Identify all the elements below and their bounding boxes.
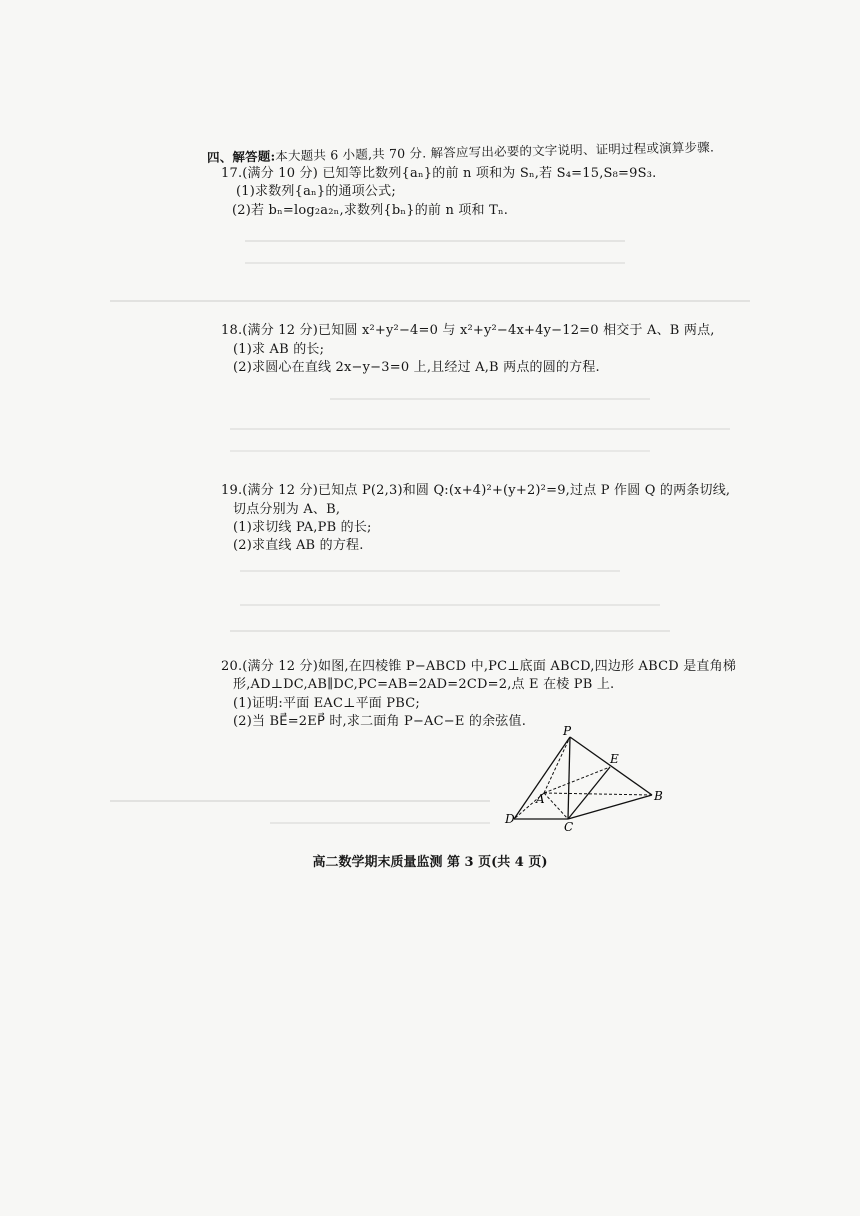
edge-AP	[544, 737, 570, 793]
problem-19-stem-continued: 切点分别为 A、B,	[233, 502, 341, 517]
pyramid-figure	[500, 725, 680, 840]
edge-PC	[568, 737, 570, 819]
problem-19-part-1: (1)求切线 PA,PB 的长;	[233, 520, 372, 535]
section-heading-text: 本大题共 6 小题,共 70 分. 解答应写出必要的文字说明、证明过程或演算步骤.	[275, 139, 715, 164]
edge-PD	[514, 737, 570, 819]
edge-PB	[570, 737, 652, 795]
problem-17-part-1: (1)求数列{aₙ}的通项公式;	[236, 184, 396, 199]
vertex-label-A: A	[536, 792, 545, 806]
vertex-label-D: D	[505, 812, 515, 826]
vertex-label-B: B	[654, 789, 663, 803]
problem-18-part-2: (2)求圆心在直线 2x−y−3=0 上,且经过 A,B 两点的圆的方程.	[233, 360, 600, 375]
vertex-label-C: C	[564, 820, 574, 834]
problem-19-stem: 19.(满分 12 分)已知点 P(2,3)和圆 Q:(x+4)²+(y+2)²=9,过点 P 作圆 Q 的两条切线,	[221, 483, 731, 498]
problem-19-part-2: (2)求直线 AB 的方程.	[233, 538, 364, 553]
edge-CE	[568, 767, 610, 819]
section-heading-lead: 四、解答题:	[206, 148, 276, 165]
problem-17-stem: 17.(满分 10 分) 已知等比数列{aₙ}的前 n 项和为 Sₙ,若 S₄=15,S₈=9S₃.	[221, 166, 657, 181]
problem-18-part-1: (1)求 AB 的长;	[233, 342, 325, 357]
edge-CB	[568, 795, 652, 819]
problem-20-part-2: (2)当 BE⃗=2EP⃗ 时,求二面角 P−AC−E 的余弦值.	[233, 714, 527, 729]
problem-20-part-1: (1)证明:平面 EAC⊥平面 PBC;	[233, 696, 420, 711]
edge-AC	[544, 793, 568, 819]
problem-18-stem: 18.(满分 12 分)已知圆 x²+y²−4=0 与 x²+y²−4x+4y−12=0 相交于 A、B 两点,	[221, 323, 715, 338]
edge-AB	[544, 793, 652, 795]
problem-20-stem: 20.(满分 12 分)如图,在四棱锥 P−ABCD 中,PC⊥底面 ABCD,四边形 ABCD 是直角梯	[221, 659, 737, 674]
vertex-label-P: P	[563, 725, 572, 738]
vertex-label-E: E	[610, 752, 619, 766]
section-heading	[207, 139, 714, 166]
problem-20-stem-continued: 形,AD⊥DC,AB∥DC,PC=AB=2AD=2CD=2,点 E 在棱 PB 上.	[233, 677, 615, 692]
page-footer: 高二数学期末质量监测 第 3 页(共 4 页)	[312, 855, 548, 870]
problem-17-part-2: (2)若 bₙ=log₂a₂ₙ,求数列{bₙ}的前 n 项和 Tₙ.	[232, 203, 509, 218]
